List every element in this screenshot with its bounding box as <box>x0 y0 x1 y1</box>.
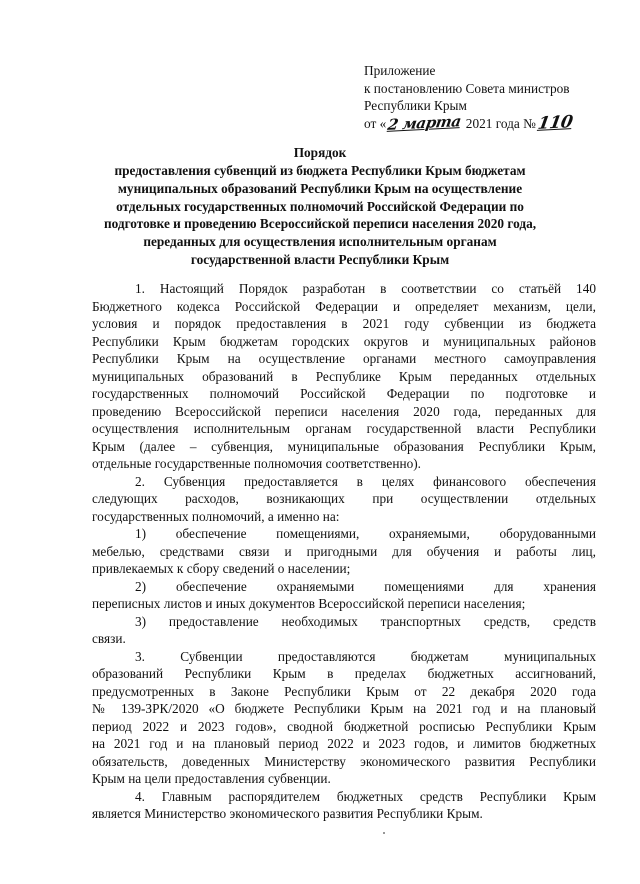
paragraph-line: осуществления исполнительным органам государственной власти Республики <box>92 421 596 436</box>
paragraph-line: на 2021 год и на плановый период 2022 и 2023 годов, и лимитов бюджетных <box>92 736 596 751</box>
paragraph-line: мебелью, средствами связи и пригодными для обучения и работы лиц, <box>92 543 596 559</box>
title-text: Порядок <box>293 145 347 160</box>
paragraph-line: Республики Крым бюджетам городских округов и муниципальных районов <box>92 333 596 349</box>
paragraph-1 <box>92 280 596 473</box>
document-body <box>92 280 596 823</box>
list-item-1 <box>92 525 596 578</box>
paragraph-line: следующих расходов, возникающих при осуществлении отдельных <box>92 491 596 506</box>
paragraph-line: государственных полномочий Российской Федерации по подготовке и <box>92 386 596 401</box>
list-item-3 <box>92 613 596 648</box>
paragraph-3 <box>92 648 596 788</box>
date-suffix: 2021 года № <box>462 115 536 131</box>
appendix-republic-line: Республики Крым <box>364 98 467 113</box>
paragraph-line: 4. Главным распорядителем бюджетных средств Республики Крым <box>135 788 596 804</box>
paragraph-line: государственных полномочий, а именно на: <box>92 508 340 524</box>
paragraph-line: связи. <box>92 631 126 646</box>
paragraph-line: 2. Субвенция предоставляется в целях финансового обеспечения <box>135 473 596 489</box>
paragraph-line: обязательств, доведенных Министерству экономического развития Республики <box>92 753 596 769</box>
paragraph-line: привлекаемых к сбору сведений о населении; <box>92 561 351 576</box>
appendix-label: Приложение <box>364 63 436 78</box>
paragraph-line: период 2022 и 2023 годов», сводной бюджетной росписью Республики Крым <box>92 718 596 734</box>
paragraph-line: проведению Всероссийской переписи населения 2020 года, переданных для <box>92 403 596 419</box>
appendix-date-line <box>364 111 624 134</box>
subtitle-line: государственной власти Республики Крым <box>190 251 450 267</box>
scan-speck <box>383 832 385 834</box>
list-item-2 <box>92 578 596 613</box>
appendix-decree-line: к постановлению Совета министров <box>364 80 570 96</box>
paragraph-line: муниципальных образований в Республике Крым переданных отдельных <box>92 368 596 384</box>
paragraph-line: № 139-ЗРК/2020 «О бюджете Республики Крым на 2021 год и на плановый <box>92 701 596 716</box>
subtitle-line: отдельных государственных полномочий Российской Федерации по <box>116 198 524 214</box>
document-subtitle <box>90 162 550 269</box>
subtitle-line: муниципальных образований Республики Крым на осуществление <box>117 180 523 196</box>
paragraph-line: Бюджетного кодекса Российской Федерации и определяет механизм, цели, <box>92 298 596 314</box>
paragraph-line: 2) обеспечение охраняемыми помещениями для хранения <box>135 578 596 594</box>
paragraph-line: 3. Субвенции предоставляются бюджетам муниципальных <box>135 648 596 664</box>
paragraph-line: отдельные государственные полномочия соответственно). <box>92 456 421 471</box>
paragraph-line: условия и порядок предоставления в 2021 году субвенции из бюджета <box>92 316 596 331</box>
paragraph-4 <box>92 788 596 823</box>
paragraph-line: Крым (далее – субвенция, муниципальные образования Республики Крым, <box>92 438 596 454</box>
subtitle-line: подготовке и проведению Всероссийской переписи населения 2020 года, <box>103 216 537 232</box>
subtitle-line: переданных для осуществления исполнительным органам <box>143 234 497 250</box>
paragraph-line: является Министерство экономического развития Республики Крым. <box>92 806 483 821</box>
paragraph-line: 1) обеспечение помещениями, охраняемыми, оборудованными <box>135 526 596 541</box>
handwritten-number: 110 <box>536 111 574 134</box>
paragraph-line: 3) предоставление необходимых транспортных средств, средств <box>135 613 596 629</box>
paragraph-2 <box>92 473 596 526</box>
paragraph-line: переписных листов и иных документов Всероссийской переписи населения; <box>92 596 526 611</box>
appendix-header <box>364 62 624 132</box>
paragraph-line: предусмотренных в Законе Республики Крым от 22 декабря 2020 года <box>92 683 596 699</box>
paragraph-line: образований Республики Крым в пределах бюджетных ассигнований, <box>92 666 596 681</box>
paragraph-line: Республики Крым на осуществление органами местного самоуправления <box>92 351 596 366</box>
subtitle-line: предоставления субвенций из бюджета Республики Крым бюджетам <box>114 163 526 178</box>
date-prefix: от « <box>364 115 387 131</box>
paragraph-line: 1. Настоящий Порядок разработан в соответствии со статьёй 140 <box>135 281 596 296</box>
handwritten-date: 2 марта <box>386 111 463 134</box>
document-title <box>100 144 540 162</box>
paragraph-line: Крым на цели предоставления субвенции. <box>92 771 331 786</box>
